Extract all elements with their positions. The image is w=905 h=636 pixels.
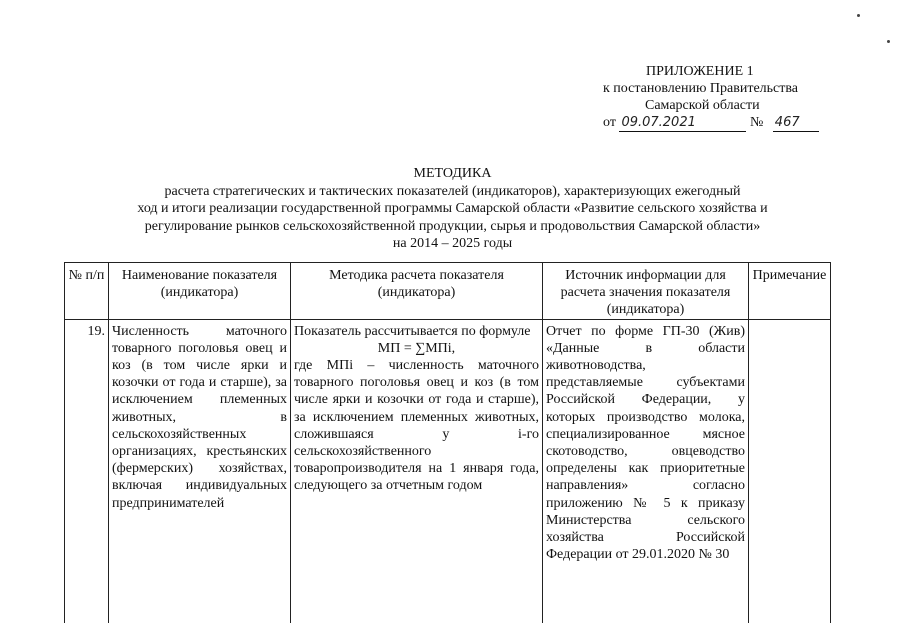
appendix-header [560, 63, 860, 132]
table-header-row [65, 263, 831, 320]
appendix-line-resolution: к постановлению Правительства [603, 81, 799, 96]
document-subtitle-line-4: на 2014 – 2025 годы [392, 236, 513, 251]
cell-calculation-method [291, 319, 543, 623]
document-heading: МЕТОДИКА [413, 166, 492, 181]
cell-note [749, 319, 831, 623]
scan-speck [887, 40, 890, 43]
document-title-block [100, 165, 805, 253]
header-information-source: Источник информации для расчета значения показателя (индикатора) [543, 263, 749, 320]
document-subtitle-line-1: расчета стратегических и тактических показателей (индикаторов), характеризующих ежегодный [164, 183, 741, 199]
indicator-table [64, 262, 831, 623]
cell-indicator-name: Численность маточного товарного поголовья овец и коз (в том числе ярки и козочки от года и старше), за исключением племенных животных, в сельскохозяйственных организациях, крестьянских (фермерских) хозяйствах, включая индивидуальных предпринимателей [109, 319, 291, 623]
method-formula: МП = ∑МПi, [377, 340, 456, 356]
cell-information-source: Отчет по форме ГП-30 (Жив) «Данные в области животноводства, представляемые субъектами Российской Федерации, у которых производство молока, специализированное мясное скотоводство, овцеводство определены как приоритетные направления» согласно приложению № 5 к приказу Министерства сельского хозяйства Российской Федерации от 29.01.2020 № 30 [543, 319, 749, 623]
handwritten-date: 09.07.2021 [619, 114, 746, 132]
appendix-date-number [560, 114, 860, 132]
handwritten-number: 467 [773, 114, 819, 132]
from-label: от [603, 115, 616, 130]
document-subtitle-line-2: ход и итоги реализации государственной программы Самарской области «Развитие сельского хозяйства и [137, 201, 768, 216]
cell-row-number: 19. [65, 319, 109, 623]
method-intro: Показатель рассчитывается по формуле [294, 323, 531, 339]
appendix-title: ПРИЛОЖЕНИЕ 1 [646, 64, 754, 79]
header-calculation-method: Методика расчета показателя (индикатора) [291, 263, 543, 320]
header-number: № п/п [65, 263, 109, 320]
document-subtitle-line-3: регулирование рынков сельскохозяйственной продукции, сырья и продовольствия Самарской области» [144, 218, 761, 234]
scan-speck [857, 14, 860, 17]
table-row [65, 319, 831, 623]
header-note: Примечание [749, 263, 831, 320]
method-detail: где МПi – численность маточного товарного поголовья овец и коз (в том числе ярки и козочки от года и старше), за исключением племенных животных, сложившаяся у i-го сельскохозяйственного товаропроизводителя на 1 января года, следующего за отчетным годом [294, 358, 539, 494]
appendix-line-region: Самарской области [645, 98, 760, 113]
header-indicator-name: Наименование показателя (индикатора) [109, 263, 291, 320]
number-label: № [749, 115, 764, 130]
